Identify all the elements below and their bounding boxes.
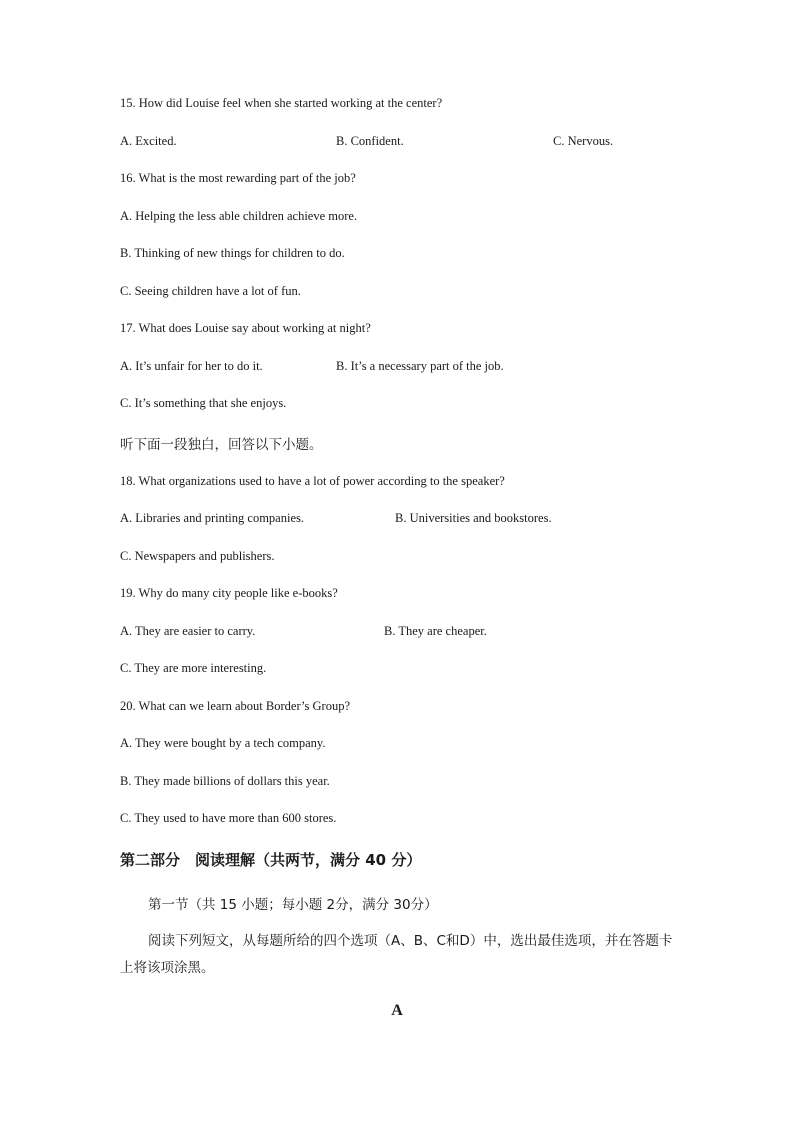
q15-option-c: C. Nervous. [553,134,614,148]
passage-label: A [391,1002,403,1019]
question-16-stem: 16. What is the most rewarding part of the job? [120,171,356,185]
question-19-stem: 19. Why do many city people like e-books? [120,586,338,600]
q20-option-b: B. They made billions of dollars this year. [120,774,330,788]
q17-option-a: A. It’s unfair for her to do it. [120,359,263,373]
q18-option-c: C. Newspapers and publishers. [120,549,275,563]
q16-option-c: C. Seeing children have a lot of fun. [120,284,301,298]
q19-option-c: C. They are more interesting. [120,661,267,675]
q20-option-c: C. They used to have more than 600 stores. [120,811,337,825]
part-two-heading: 第二部分 阅读理解（共两节，满分 40 分） [120,851,422,869]
q17-option-c: C. It’s something that she enjoys. [120,396,287,410]
q19-option-b: B. They are cheaper. [384,624,487,638]
q17-option-b: B. It’s a necessary part of the job. [336,359,504,373]
q18-option-a: A. Libraries and printing companies. [120,511,304,525]
q20-option-a: A. They were bought by a tech company. [120,736,326,750]
reading-instructions: 阅读下列短文，从每题所给的四个选项（A、B、C和D）中，选出最佳选项，并在答题卡上将该项涂黑。 [120,933,673,976]
q15-option-b: B. Confident. [336,134,404,148]
monologue-intro: 听下面一段独白，回答以下小题。 [120,437,323,453]
section-one-title: 第一节（共 15 小题；每小题 2分，满分 30分） [148,897,438,913]
q19-option-a: A. They are easier to carry. [120,624,256,638]
question-15-stem: 15. How did Louise feel when she started working at the center? [120,96,443,110]
question-18-stem: 18. What organizations used to have a lot of power according to the speaker? [120,474,505,488]
q15-option-a: A. Excited. [120,134,177,148]
q16-option-b: B. Thinking of new things for children to do. [120,246,345,260]
q18-option-b: B. Universities and bookstores. [395,511,552,525]
question-17-stem: 17. What does Louise say about working at night? [120,321,371,335]
question-20-stem: 20. What can we learn about Border’s Group? [120,699,351,713]
q16-option-a: A. Helping the less able children achieve more. [120,209,358,223]
